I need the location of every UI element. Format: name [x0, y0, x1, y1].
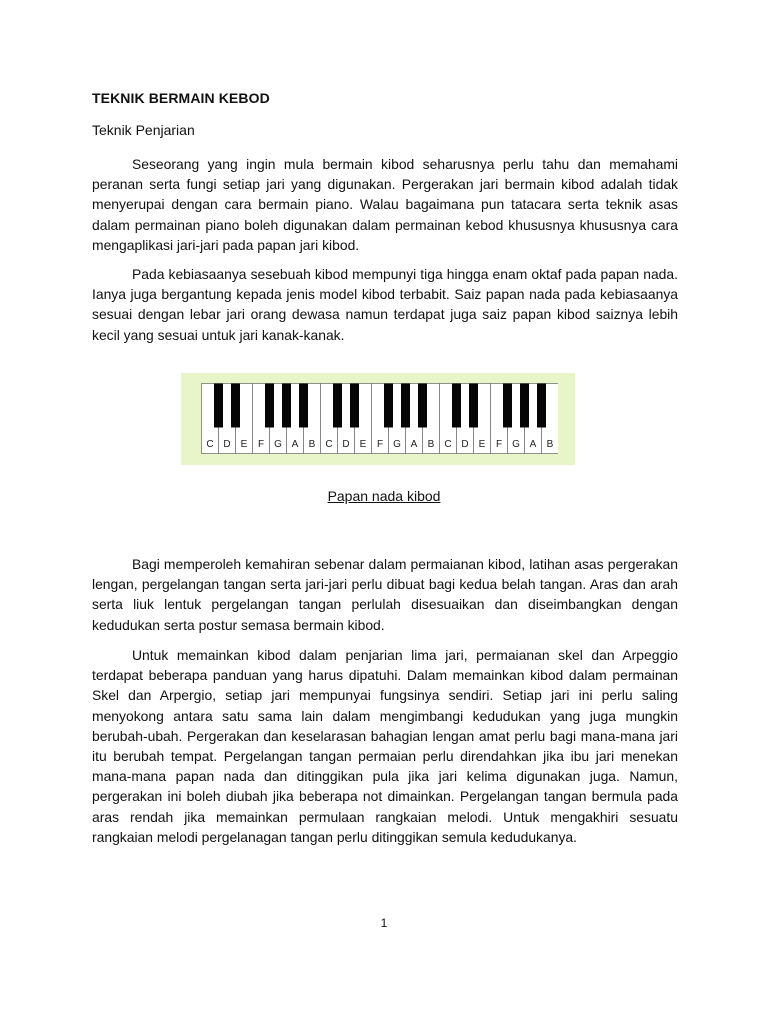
black-key: [384, 384, 393, 428]
black-key: [469, 384, 478, 428]
black-key: [520, 384, 529, 428]
key-label: C: [444, 439, 452, 450]
paragraph-2: Pada kebiasaanya sesebuah kibod mempunyi tiga hingga enam oktaf pada papan nada. Ianya juga bergantung kepada jenis model kibod terbabit. Saiz papan nada pada kebiasaanya sesuai dengan lebar jari orang dewasa namun terdapat juga saiz papan kibod saiznya lebih kecil yang sesuai untuk jari kanak-kanak.: [92, 266, 678, 343]
black-key: [418, 384, 427, 428]
black-key: [282, 384, 291, 428]
black-key: [333, 384, 342, 428]
black-key: [299, 384, 308, 428]
key-label: F: [376, 439, 384, 450]
black-key: [350, 384, 359, 428]
key-label: A: [291, 439, 299, 450]
key-label: B: [546, 439, 554, 450]
key-label: C: [206, 439, 214, 450]
black-key: [214, 384, 223, 428]
paragraph-1: Seseorang yang ingin mula bermain kibod seharusnya perlu tahu dan memahami peranan serta fungi setiap jari yang digunakan. Pergerakan jari bermain kibod adalah tidak menyerupai dengan cara bermain piano. Walau bagaimana pun tatacara serta teknik asas dalam permainan piano boleh digunakan dalam permainan kebod khususnya khususnya cara mengaplikasi jari-jari pada papan jari kibod.: [92, 156, 678, 253]
key-label: A: [410, 439, 418, 450]
key-label: D: [461, 439, 469, 450]
key-label: B: [427, 439, 435, 450]
black-key: [503, 384, 512, 428]
black-key: [401, 384, 410, 428]
black-key: [537, 384, 546, 428]
key-label: G: [393, 439, 401, 450]
key-label: F: [257, 439, 265, 450]
paragraph-3: Bagi memperoleh kemahiran sebenar dalam permaianan kibod, latihan asas pergerakan lengan, pergelangan tangan serta jari-jari perlu dibuat bagi kedua belah tangan. Aras dan arah serta liuk lentuk pergelangan tangan perlulah disesuaikan dan diseimbangkan dengan kedudukan serta postur semasa bermain kibod.: [92, 556, 678, 633]
document-title: TEKNIK BERMAIN KEBOD: [92, 90, 270, 106]
key-label: B: [308, 439, 316, 450]
black-key: [452, 384, 461, 428]
figure-caption: Papan nada kibod: [327, 488, 441, 504]
key-label: G: [512, 439, 520, 450]
key-label: D: [342, 439, 350, 450]
key-label: E: [478, 439, 486, 450]
section-heading: Teknik Penjarian: [92, 122, 195, 138]
key-label: F: [495, 439, 503, 450]
black-key: [265, 384, 274, 428]
keyboard-figure: [181, 373, 575, 465]
key-label: D: [223, 439, 231, 450]
key-label: A: [529, 439, 537, 450]
key-label: E: [240, 439, 248, 450]
key-label: G: [274, 439, 282, 450]
key-label: E: [359, 439, 367, 450]
keyboard-diagram: [201, 383, 558, 455]
paragraph-4: Untuk memainkan kibod dalam penjarian lima jari, permaianan skel dan Arpeggio terdapat beberapa panduan yang harus dipatuhi. Dalam memainkan kibod dalam permainan Skel dan Arpergio, setiap jari mempunyai fungsinya sendiri. Setiap jari ini perlu saling menyokong antara satu sama lain dalam mengimbangi kedudukan yang juga mungkin berubah-ubah. Pergerakan dan keselarasan bahagian lengan amat perlu bagi mana-mana jari itu berubah tempat. Pergelangan tangan permaian perlu direndahkan jika ibu jari menekan mana-mana papan nada dan ditinggikan pula jika jari kelima digunakan juga. Namun, pergerakan ini boleh diubah jika beberapa not dimainkan. Pergelangan tangan bermula pada aras rendah jika memainkan permulaan rangkaian melodi. Untuk mengakhiri sesuatu rangkaian melodi pergelanagan tangan perlu ditinggikan semula kedudukanya.: [92, 647, 678, 845]
key-label: C: [325, 439, 333, 450]
black-key: [231, 384, 240, 428]
page-number: 1: [380, 916, 388, 930]
